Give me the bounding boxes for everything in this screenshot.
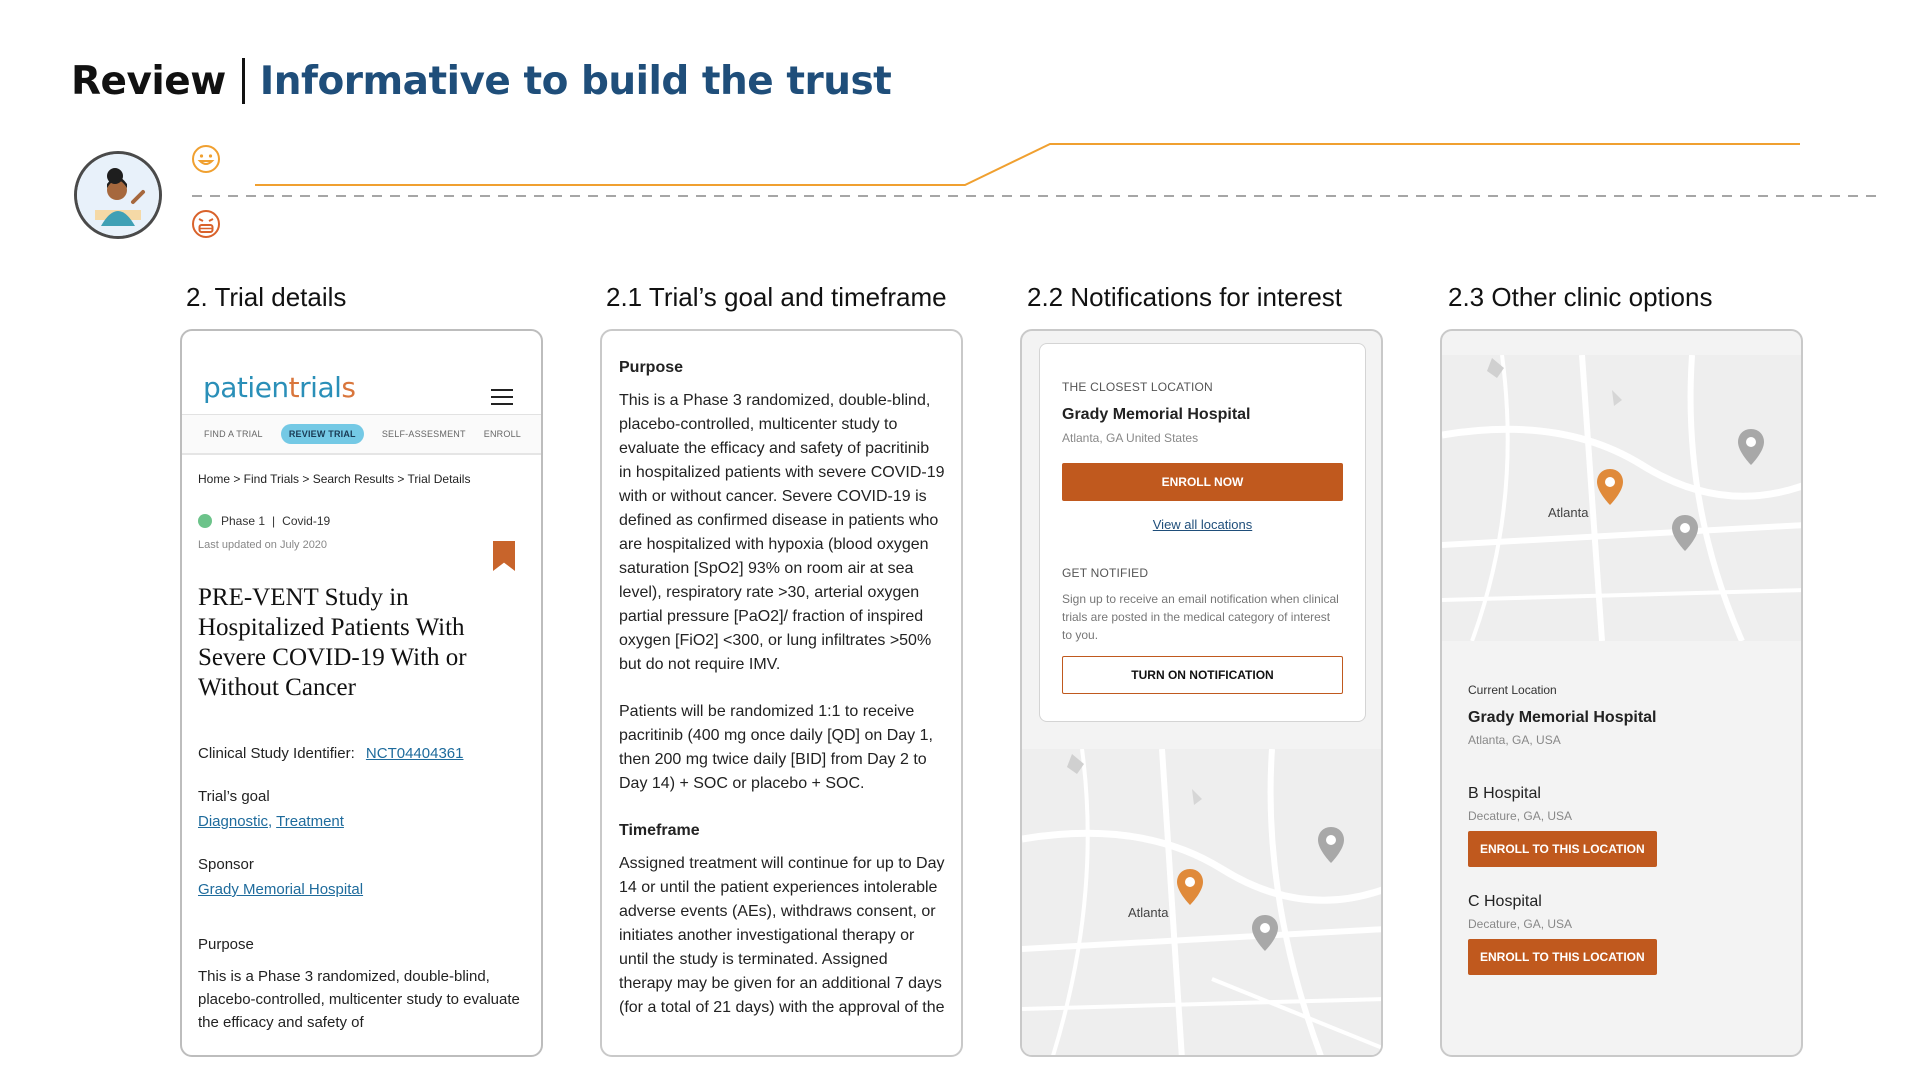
- purpose-label: Purpose: [198, 936, 254, 953]
- c-hospital-name: C Hospital: [1468, 893, 1542, 910]
- tab-self-assessment[interactable]: SELF-ASSESMENT: [381, 429, 466, 439]
- journey-line: [0, 130, 1920, 260]
- goal-values: [198, 813, 541, 830]
- map-view[interactable]: [1022, 749, 1383, 1057]
- phase-separator: |: [272, 514, 276, 528]
- clinic-options-screen: [1440, 329, 1803, 1057]
- title-divider: [242, 58, 245, 104]
- tab-enroll[interactable]: ENROLL: [483, 429, 521, 439]
- enroll-c-hospital-button[interactable]: ENROLL TO THIS LOCATION: [1468, 939, 1657, 975]
- current-hospital-location: Atlanta, GA, USA: [1468, 733, 1561, 747]
- clinic-pin-icon[interactable]: [1670, 513, 1700, 558]
- notifications-screen: [1020, 329, 1383, 1057]
- clinic-map-city-label: Atlanta: [1548, 505, 1589, 520]
- turn-on-notification-button[interactable]: TURN ON NOTIFICATION: [1062, 656, 1343, 694]
- study-title: PRE-VENT Study in Hospitalized Patients With Severe COVID-19 With or Without Cancer: [198, 584, 467, 701]
- closest-hospital-location: Atlanta, GA United States: [1062, 431, 1199, 445]
- current-hospital-name: Grady Memorial Hospital: [1468, 709, 1657, 726]
- purpose-paragraph: This is a Phase 3 randomized, double-blind, placebo-controlled, multicenter study to evaluate the efficacy and safety of pacritinib in hospitalized patients with severe COVID-19 with or without cancer. Severe COVID-19 is defined as confirmed disease in patients who are hospitalized with hypoxia (blood oxygen saturation [SpO2] 93% on room air at sea level), respiratory rate >30, arterial oxygen partial pressure [PaO2]/ fraction of inspired oxygen [FiO2] <300, or lung infiltrates >50% but do not require IMV.: [619, 392, 945, 673]
- clinic-pin-icon[interactable]: [1736, 427, 1766, 472]
- identifier-label: Clinical Study Identifier:: [198, 745, 355, 762]
- header: [71, 58, 891, 104]
- location-pin-icon[interactable]: [1316, 825, 1346, 870]
- trial-phase: [198, 514, 541, 528]
- app-header: [182, 331, 541, 415]
- b-hospital-name: B Hospital: [1468, 785, 1541, 802]
- timeframe-paragraph: Assigned treatment will continue for up to Day 14 or until the patient experiences intolerable adverse events (AEs), withdraws consent, or initiates another investigational therapy or until the study is terminated. Assigned therapy may be given for an additional 7 days (for a total of 21 days) with the approval of the: [619, 855, 945, 1016]
- column-title-notifications: 2.2 Notifications for interest: [1027, 282, 1343, 312]
- page-title: Review: [71, 58, 226, 104]
- clinic-map-view[interactable]: [1442, 355, 1803, 641]
- column-title-goal-timeframe: 2.1 Trial’s goal and timeframe: [606, 282, 947, 312]
- timeframe-heading: Timeframe: [619, 822, 700, 839]
- location-card: [1039, 343, 1366, 722]
- sponsor-value: [198, 881, 541, 898]
- phase-label: Phase 1: [221, 514, 266, 528]
- column-title-trial-details: 2. Trial details: [186, 282, 347, 312]
- purpose-text: This is a Phase 3 randomized, double-blind, placebo-controlled, multicenter study to evaluate the efficacy and safety of: [198, 968, 520, 1031]
- goal-timeframe-screen: [600, 329, 963, 1057]
- breadcrumb[interactable]: Home > Find Trials > Search Results > Trial Details: [198, 472, 471, 486]
- notification-description: Sign up to receive an email notification when clinical trials are posted in the medical category of interest to you.: [1062, 592, 1339, 642]
- patientrials-logo[interactable]: patientrials: [203, 371, 356, 404]
- selected-location-pin-icon[interactable]: [1175, 867, 1205, 912]
- goal-treatment-link[interactable]: Treatment: [276, 813, 344, 830]
- status-dot-icon: [198, 514, 212, 528]
- sponsor-link[interactable]: Grady Memorial Hospital: [198, 881, 364, 898]
- c-hospital-location: Decature, GA, USA: [1468, 917, 1573, 931]
- closest-location-label: THE CLOSEST LOCATION: [1062, 380, 1213, 394]
- b-hospital-location: Decature, GA, USA: [1468, 809, 1573, 823]
- purpose-heading: Purpose: [619, 359, 684, 376]
- sponsor-label: Sponsor: [198, 856, 254, 873]
- enroll-b-hospital-button[interactable]: ENROLL TO THIS LOCATION: [1468, 831, 1657, 867]
- column-title-clinic-options: 2.3 Other clinic options: [1448, 282, 1713, 312]
- tab-find-trial[interactable]: FIND A TRIAL: [204, 429, 263, 439]
- goal-diagnostic-link[interactable]: Diagnostic: [198, 813, 269, 830]
- tab-review-trial[interactable]: REVIEW TRIAL: [281, 424, 364, 444]
- selected-clinic-pin-icon[interactable]: [1595, 467, 1625, 512]
- trial-details-screen: [180, 329, 543, 1057]
- clinic-list: [1468, 683, 1788, 975]
- page-subtitle: Informative to build the trust: [259, 58, 892, 104]
- study-identifier: [198, 745, 541, 762]
- view-all-locations-link[interactable]: View all locations: [1152, 517, 1253, 532]
- map-city-label: Atlanta: [1128, 905, 1169, 920]
- closest-hospital-name: Grady Memorial Hospital: [1062, 406, 1251, 423]
- current-location-label: Current Location: [1468, 683, 1557, 697]
- goal-label: Trial’s goal: [198, 788, 270, 805]
- get-notified-label: GET NOTIFIED: [1062, 566, 1149, 580]
- enroll-now-button[interactable]: ENROLL NOW: [1062, 463, 1343, 501]
- location-pin-icon[interactable]: [1250, 913, 1280, 958]
- emotion-curve: [0, 130, 1920, 260]
- condition-label: Covid-19: [282, 514, 331, 528]
- progress-tabs: [182, 415, 541, 455]
- menu-icon[interactable]: [491, 389, 513, 405]
- last-updated: Last updated on July 2020: [198, 539, 328, 551]
- bookmark-icon[interactable]: [493, 541, 515, 571]
- goal-separator: ,: [268, 813, 273, 830]
- randomization-paragraph: Patients will be randomized 1:1 to receive pacritinib (400 mg once daily [QD] on Day 1, then 200 mg twice daily [BID] from Day 2 to Day 14) + SOC or placebo + SOC.: [619, 703, 933, 792]
- identifier-link[interactable]: NCT04404361: [365, 745, 464, 762]
